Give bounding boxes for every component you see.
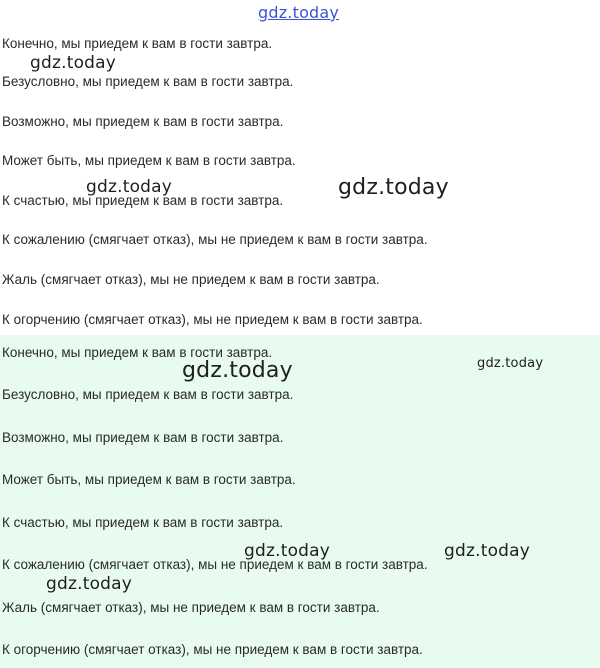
- watermark-logo: gdz.today: [46, 574, 133, 594]
- answer-line: Жаль (смягчает отказ), мы не приедем к вам в гости завтра.: [2, 600, 380, 615]
- answer-line: К счастью, мы приедем к вам в гости завтра.: [2, 515, 284, 530]
- watermark-logo: gdz.today: [444, 541, 531, 561]
- watermark-logo: gdz.today: [338, 175, 449, 200]
- answer-line: Возможно, мы приедем к вам в гости завтра.: [2, 114, 284, 129]
- answer-line: Конечно, мы приедем к вам в гости завтра.: [2, 345, 273, 360]
- answer-line: К сожалению (смягчает отказ), мы не приедем к вам в гости завтра.: [2, 557, 428, 572]
- watermark-logo: gdz.today: [244, 541, 331, 561]
- answer-line: Может быть, мы приедем к вам в гости завтра.: [2, 153, 296, 168]
- answer-line: К сожалению (смягчает отказ), мы не приедем к вам в гости завтра.: [2, 232, 428, 247]
- watermark-logo: gdz.today: [477, 356, 544, 371]
- answer-line: Безусловно, мы приедем к вам в гости завтра.: [2, 387, 294, 402]
- answer-line: Конечно, мы приедем к вам в гости завтра.: [2, 36, 273, 51]
- answer-line: Безусловно, мы приедем к вам в гости завтра.: [2, 74, 294, 89]
- answer-line: Возможно, мы приедем к вам в гости завтра.: [2, 430, 284, 445]
- watermark-logo: gdz.today: [86, 177, 173, 197]
- answer-line: К огорчению (смягчает отказ), мы не приедем к вам в гости завтра.: [2, 642, 423, 657]
- answer-line: К счастью, мы приедем к вам в гости завтра.: [2, 193, 284, 208]
- watermark-logo: gdz.today: [30, 53, 117, 73]
- answer-block-bottom: [0, 335, 600, 668]
- answer-line: К огорчению (смягчает отказ), мы не приедем к вам в гости завтра.: [2, 312, 423, 327]
- watermark-logo: gdz.today: [258, 3, 340, 22]
- answer-line: Может быть, мы приедем к вам в гости завтра.: [2, 472, 296, 487]
- watermark-logo: gdz.today: [182, 358, 293, 383]
- answer-line: Жаль (смягчает отказ), мы не приедем к вам в гости завтра.: [2, 272, 380, 287]
